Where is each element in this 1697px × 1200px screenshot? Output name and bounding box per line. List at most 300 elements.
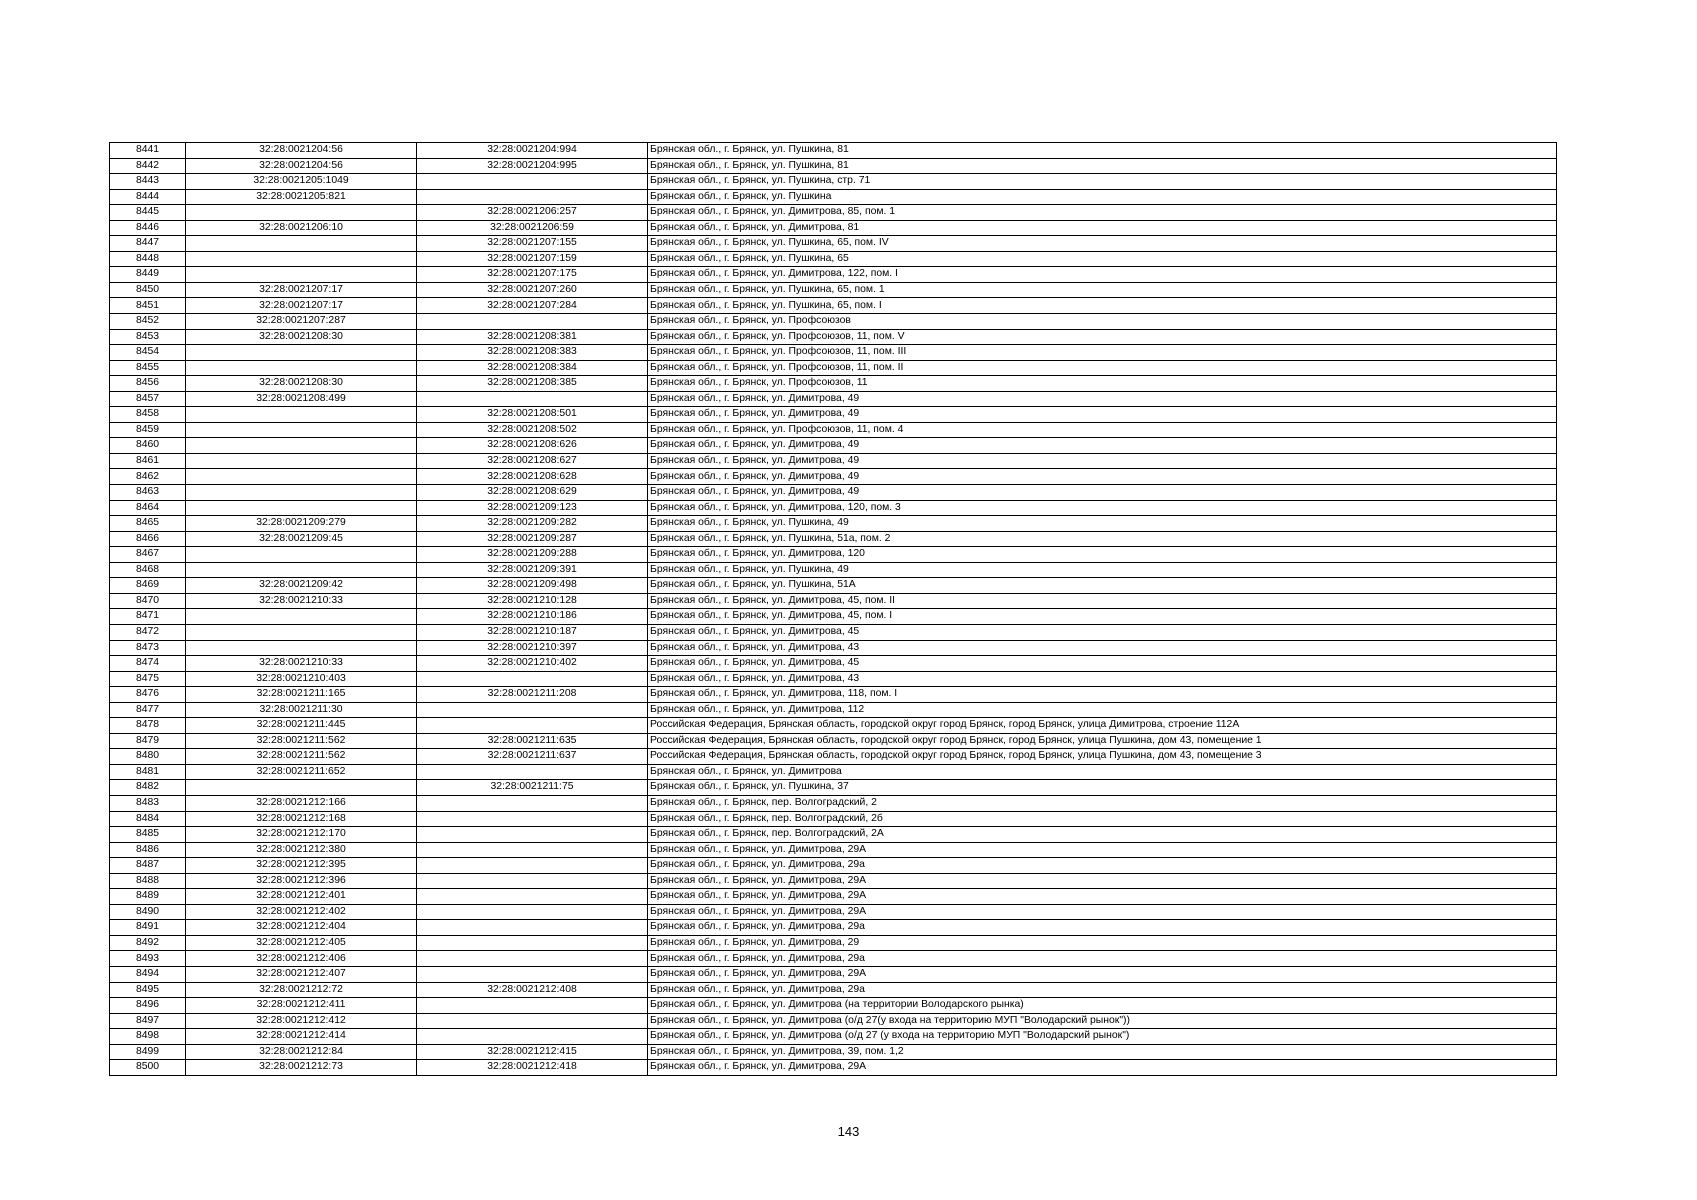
table-row [110,811,1557,827]
table-row [110,158,1557,174]
cadastral-number-cell: 32:28:0021212:402 [186,904,417,920]
object-cadastral-number-cell [417,391,648,407]
table-row [110,1029,1557,1045]
object-cadastral-number-cell [417,827,648,843]
row-number-cell: 8472 [110,624,186,640]
address-cell: Брянская обл., г. Брянск, пер. Волгоградский, 2 [648,795,1557,811]
cadastral-number-cell: 32:28:0021212:84 [186,1044,417,1060]
object-cadastral-number-cell: 32:28:0021208:628 [417,469,648,485]
table-row [110,889,1557,905]
address-cell: Брянская обл., г. Брянск, ул. Димитрова, 45, пом. II [648,593,1557,609]
object-cadastral-number-cell: 32:28:0021208:501 [417,407,648,423]
table-row [110,345,1557,361]
table-row [110,640,1557,656]
row-number-cell: 8500 [110,1060,186,1076]
row-number-cell: 8444 [110,189,186,205]
cadastral-number-cell [186,609,417,625]
table-row [110,858,1557,874]
table-row [110,780,1557,796]
row-number-cell: 8497 [110,1013,186,1029]
table-row [110,764,1557,780]
object-cadastral-number-cell: 32:28:0021208:381 [417,329,648,345]
object-cadastral-number-cell: 32:28:0021209:287 [417,531,648,547]
table-row [110,407,1557,423]
row-number-cell: 8463 [110,485,186,501]
object-cadastral-number-cell [417,1029,648,1045]
address-cell: Брянская обл., г. Брянск, ул. Димитрова, 43 [648,640,1557,656]
cadastral-number-cell: 32:28:0021212:404 [186,920,417,936]
cadastral-number-cell: 32:28:0021211:562 [186,749,417,765]
cadastral-number-cell: 32:28:0021212:396 [186,873,417,889]
row-number-cell: 8488 [110,873,186,889]
row-number-cell: 8456 [110,376,186,392]
row-number-cell: 8450 [110,282,186,298]
address-cell: Брянская обл., г. Брянск, ул. Пушкина, 51а, пом. 2 [648,531,1557,547]
address-cell: Брянская обл., г. Брянск, ул. Димитрова, 112 [648,702,1557,718]
table-row [110,562,1557,578]
cadastral-number-cell [186,251,417,267]
table-row [110,174,1557,190]
object-cadastral-number-cell: 32:28:0021209:282 [417,516,648,532]
address-cell: Брянская обл., г. Брянск, ул. Димитрова, 29 [648,935,1557,951]
cadastral-number-cell [186,407,417,423]
address-cell: Брянская обл., г. Брянск, ул. Димитрова, 29а [648,920,1557,936]
table-row [110,391,1557,407]
table-row [110,205,1557,221]
table-row [110,873,1557,889]
cadastral-number-cell: 32:28:0021211:165 [186,687,417,703]
cadastral-number-cell: 32:28:0021205:1049 [186,174,417,190]
object-cadastral-number-cell [417,671,648,687]
row-number-cell: 8483 [110,795,186,811]
cadastral-number-cell: 32:28:0021208:30 [186,329,417,345]
object-cadastral-number-cell: 32:28:0021210:187 [417,624,648,640]
row-number-cell: 8445 [110,205,186,221]
table-row [110,656,1557,672]
address-cell: Брянская обл., г. Брянск, ул. Димитрова, 29А [648,873,1557,889]
cadastral-number-cell: 32:28:0021210:33 [186,593,417,609]
object-cadastral-number-cell: 32:28:0021210:186 [417,609,648,625]
address-cell: Брянская обл., г. Брянск, ул. Димитрова, 29А [648,904,1557,920]
cadastral-number-cell: 32:28:0021211:562 [186,733,417,749]
row-number-cell: 8464 [110,500,186,516]
row-number-cell: 8468 [110,562,186,578]
row-number-cell: 8480 [110,749,186,765]
cadastral-number-cell [186,485,417,501]
object-cadastral-number-cell: 32:28:0021206:59 [417,220,648,236]
address-cell: Брянская обл., г. Брянск, ул. Димитрова, 85, пом. 1 [648,205,1557,221]
object-cadastral-number-cell: 32:28:0021212:408 [417,982,648,998]
cadastral-number-cell: 32:28:0021212:412 [186,1013,417,1029]
table-row [110,547,1557,563]
object-cadastral-number-cell [417,858,648,874]
address-cell: Брянская обл., г. Брянск, ул. Димитрова (о/д 27(у входа на территорию МУП "Володарский рынок")) [648,1013,1557,1029]
object-cadastral-number-cell: 32:28:0021207:284 [417,298,648,314]
row-number-cell: 8491 [110,920,186,936]
row-number-cell: 8490 [110,904,186,920]
object-cadastral-number-cell [417,314,648,330]
object-cadastral-number-cell [417,764,648,780]
address-cell: Брянская обл., г. Брянск, ул. Пушкина, 51А [648,578,1557,594]
cadastral-number-cell: 32:28:0021211:445 [186,718,417,734]
cadastral-number-cell [186,267,417,283]
table-row [110,920,1557,936]
object-cadastral-number-cell: 32:28:0021209:498 [417,578,648,594]
row-number-cell: 8471 [110,609,186,625]
cadastral-number-cell: 32:28:0021209:42 [186,578,417,594]
address-cell: Брянская обл., г. Брянск, ул. Димитрова, 45 [648,656,1557,672]
object-cadastral-number-cell [417,920,648,936]
cadastral-number-cell: 32:28:0021206:10 [186,220,417,236]
page-number: 143 [837,1124,860,1139]
object-cadastral-number-cell: 32:28:0021209:391 [417,562,648,578]
cadastral-number-cell: 32:28:0021212:411 [186,998,417,1014]
cadastral-number-cell [186,640,417,656]
object-cadastral-number-cell: 32:28:0021211:208 [417,687,648,703]
object-cadastral-number-cell [417,873,648,889]
row-number-cell: 8495 [110,982,186,998]
address-cell: Брянская обл., г. Брянск, ул. Димитрова, 120, пом. 3 [648,500,1557,516]
address-cell: Брянская обл., г. Брянск, ул. Димитрова, 29а [648,951,1557,967]
object-cadastral-number-cell: 32:28:0021211:635 [417,733,648,749]
address-cell: Брянская обл., г. Брянск, ул. Пушкина, 81 [648,158,1557,174]
address-cell: Брянская обл., г. Брянск, ул. Димитрова, 29А [648,842,1557,858]
table-row [110,485,1557,501]
table-row [110,935,1557,951]
cadastral-number-cell [186,438,417,454]
table-row [110,966,1557,982]
row-number-cell: 8473 [110,640,186,656]
address-cell: Брянская обл., г. Брянск, ул. Димитрова, 49 [648,438,1557,454]
address-cell: Брянская обл., г. Брянск, ул. Димитрова (о/д 27 (у входа на территорию МУП "Володарский рынок") [648,1029,1557,1045]
row-number-cell: 8492 [110,935,186,951]
row-number-cell: 8478 [110,718,186,734]
address-cell: Брянская обл., г. Брянск, ул. Димитрова [648,764,1557,780]
cadastral-number-cell: 32:28:0021212:380 [186,842,417,858]
object-cadastral-number-cell: 32:28:0021208:384 [417,360,648,376]
cadastral-number-cell: 32:28:0021209:45 [186,531,417,547]
address-cell: Брянская обл., г. Брянск, ул. Профсоюзов, 11 [648,376,1557,392]
table-row [110,360,1557,376]
address-cell: Брянская обл., г. Брянск, ул. Профсоюзов, 11, пом. V [648,329,1557,345]
row-number-cell: 8498 [110,1029,186,1045]
table-row [110,624,1557,640]
object-cadastral-number-cell [417,951,648,967]
address-cell: Российская Федерация, Брянская область, городской округ город Брянск, город Брянск, улица Димитрова, строение 112А [648,718,1557,734]
object-cadastral-number-cell: 32:28:0021204:994 [417,143,648,159]
cadastral-number-cell: 32:28:0021212:401 [186,889,417,905]
address-cell: Брянская обл., г. Брянск, ул. Димитрова, 29А [648,889,1557,905]
address-cell: Брянская обл., г. Брянск, ул. Пушкина, 65, пом. IV [648,236,1557,252]
address-cell: Брянская обл., г. Брянск, ул. Димитрова, 29А [648,966,1557,982]
object-cadastral-number-cell: 32:28:0021208:385 [417,376,648,392]
table-row [110,593,1557,609]
object-cadastral-number-cell: 32:28:0021207:175 [417,267,648,283]
row-number-cell: 8467 [110,547,186,563]
row-number-cell: 8458 [110,407,186,423]
object-cadastral-number-cell [417,998,648,1014]
address-cell: Российская Федерация, Брянская область, городской округ город Брянск, город Брянск, улица Пушкина, дом 43, помещение 1 [648,733,1557,749]
cadastral-number-cell: 32:28:0021207:17 [186,298,417,314]
table-row [110,578,1557,594]
cadastral-number-cell: 32:28:0021211:30 [186,702,417,718]
cadastral-number-cell [186,422,417,438]
table-row [110,329,1557,345]
row-number-cell: 8493 [110,951,186,967]
object-cadastral-number-cell [417,795,648,811]
address-cell: Брянская обл., г. Брянск, ул. Пушкина, 65, пом. 1 [648,282,1557,298]
row-number-cell: 8461 [110,453,186,469]
address-cell: Брянская обл., г. Брянск, ул. Профсоюзов, 11, пом. III [648,345,1557,361]
object-cadastral-number-cell: 32:28:0021209:288 [417,547,648,563]
address-cell: Брянская обл., г. Брянск, ул. Димитрова (на территории Володарского рынка) [648,998,1557,1014]
table-row [110,718,1557,734]
row-number-cell: 8449 [110,267,186,283]
object-cadastral-number-cell [417,702,648,718]
table-row [110,314,1557,330]
row-number-cell: 8479 [110,733,186,749]
cadastral-number-cell [186,469,417,485]
table-row [110,282,1557,298]
object-cadastral-number-cell: 32:28:0021210:397 [417,640,648,656]
object-cadastral-number-cell: 32:28:0021211:637 [417,749,648,765]
row-number-cell: 8481 [110,764,186,780]
row-number-cell: 8485 [110,827,186,843]
table-row [110,671,1557,687]
table-row [110,1044,1557,1060]
cadastral-number-cell [186,562,417,578]
address-cell: Брянская обл., г. Брянск, ул. Профсоюзов [648,314,1557,330]
object-cadastral-number-cell [417,811,648,827]
cadastral-number-cell: 32:28:0021208:30 [186,376,417,392]
cadastral-number-cell: 32:28:0021212:406 [186,951,417,967]
cadastral-number-cell: 32:28:0021211:652 [186,764,417,780]
table-row [110,298,1557,314]
row-number-cell: 8470 [110,593,186,609]
object-cadastral-number-cell: 32:28:0021208:383 [417,345,648,361]
address-cell: Брянская обл., г. Брянск, ул. Пушкина, 65 [648,251,1557,267]
object-cadastral-number-cell [417,174,648,190]
cadastral-number-cell [186,780,417,796]
table-row [110,220,1557,236]
object-cadastral-number-cell: 32:28:0021208:502 [417,422,648,438]
cadastral-number-cell: 32:28:0021212:407 [186,966,417,982]
object-cadastral-number-cell [417,889,648,905]
cadastral-number-cell: 32:28:0021209:279 [186,516,417,532]
row-number-cell: 8469 [110,578,186,594]
table-row [110,609,1557,625]
address-cell: Брянская обл., г. Брянск, ул. Димитрова, 122, пом. I [648,267,1557,283]
table-row [110,531,1557,547]
object-cadastral-number-cell: 32:28:0021204:995 [417,158,648,174]
row-number-cell: 8459 [110,422,186,438]
address-cell: Брянская обл., г. Брянск, ул. Профсоюзов, 11, пом. II [648,360,1557,376]
cadastral-number-cell: 32:28:0021212:72 [186,982,417,998]
row-number-cell: 8455 [110,360,186,376]
row-number-cell: 8475 [110,671,186,687]
address-cell: Брянская обл., г. Брянск, ул. Димитрова, 81 [648,220,1557,236]
address-cell: Российская Федерация, Брянская область, городской округ город Брянск, город Брянск, улица Пушкина, дом 43, помещение 3 [648,749,1557,765]
address-cell: Брянская обл., г. Брянск, ул. Димитрова, 49 [648,469,1557,485]
table-row [110,904,1557,920]
object-cadastral-number-cell [417,718,648,734]
cadastral-number-cell [186,345,417,361]
row-number-cell: 8457 [110,391,186,407]
cadastral-number-cell [186,360,417,376]
table-row [110,687,1557,703]
row-number-cell: 8462 [110,469,186,485]
row-number-cell: 8499 [110,1044,186,1060]
table-row [110,702,1557,718]
row-number-cell: 8442 [110,158,186,174]
cadastral-number-cell: 32:28:0021212:395 [186,858,417,874]
address-cell: Брянская обл., г. Брянск, ул. Пушкина [648,189,1557,205]
table-row [110,189,1557,205]
row-number-cell: 8486 [110,842,186,858]
object-cadastral-number-cell [417,842,648,858]
object-cadastral-number-cell [417,966,648,982]
address-cell: Брянская обл., г. Брянск, ул. Пушкина, 49 [648,516,1557,532]
row-number-cell: 8443 [110,174,186,190]
object-cadastral-number-cell: 32:28:0021212:415 [417,1044,648,1060]
address-cell: Брянская обл., г. Брянск, ул. Димитрова, 49 [648,407,1557,423]
row-number-cell: 8451 [110,298,186,314]
table-row [110,1013,1557,1029]
cadastral-number-cell [186,453,417,469]
address-cell: Брянская обл., г. Брянск, ул. Димитрова, 29а [648,858,1557,874]
row-number-cell: 8477 [110,702,186,718]
object-cadastral-number-cell: 32:28:0021206:257 [417,205,648,221]
address-cell: Брянская обл., г. Брянск, пер. Волгоградский, 2б [648,811,1557,827]
cadastral-number-cell: 32:28:0021212:414 [186,1029,417,1045]
cadastral-number-cell: 32:28:0021212:168 [186,811,417,827]
address-cell: Брянская обл., г. Брянск, ул. Димитрова, 118, пом. I [648,687,1557,703]
table-row [110,267,1557,283]
row-number-cell: 8476 [110,687,186,703]
registry-table-body [110,143,1557,1076]
cadastral-number-cell [186,624,417,640]
address-cell: Брянская обл., г. Брянск, ул. Димитрова, 49 [648,453,1557,469]
object-cadastral-number-cell [417,1013,648,1029]
address-cell: Брянская обл., г. Брянск, ул. Димитрова, 49 [648,485,1557,501]
object-cadastral-number-cell: 32:28:0021209:123 [417,500,648,516]
cadastral-number-cell: 32:28:0021210:403 [186,671,417,687]
cadastral-number-cell [186,500,417,516]
table-row [110,749,1557,765]
address-cell: Брянская обл., г. Брянск, ул. Пушкина, 49 [648,562,1557,578]
row-number-cell: 8482 [110,780,186,796]
address-cell: Брянская обл., г. Брянск, ул. Димитрова, 49 [648,391,1557,407]
row-number-cell: 8454 [110,345,186,361]
row-number-cell: 8487 [110,858,186,874]
table-row [110,998,1557,1014]
table-row [110,951,1557,967]
row-number-cell: 8496 [110,998,186,1014]
object-cadastral-number-cell: 32:28:0021207:260 [417,282,648,298]
cadastral-number-cell: 32:28:0021207:17 [186,282,417,298]
cadastral-number-cell: 32:28:0021212:166 [186,795,417,811]
address-cell: Брянская обл., г. Брянск, ул. Димитрова, 45, пом. I [648,609,1557,625]
table-row [110,795,1557,811]
row-number-cell: 8441 [110,143,186,159]
table-row [110,438,1557,454]
row-number-cell: 8466 [110,531,186,547]
address-cell: Брянская обл., г. Брянск, ул. Пушкина, 37 [648,780,1557,796]
object-cadastral-number-cell: 32:28:0021207:159 [417,251,648,267]
address-cell: Брянская обл., г. Брянск, пер. Волгоградский, 2А [648,827,1557,843]
table-row [110,516,1557,532]
cadastral-number-cell: 32:28:0021212:405 [186,935,417,951]
table-row [110,827,1557,843]
cadastral-number-cell [186,236,417,252]
object-cadastral-number-cell: 32:28:0021208:629 [417,485,648,501]
registry-table [109,142,1557,1076]
table-row [110,453,1557,469]
table-row [110,251,1557,267]
table-row [110,422,1557,438]
object-cadastral-number-cell: 32:28:0021208:626 [417,438,648,454]
table-row [110,500,1557,516]
object-cadastral-number-cell [417,189,648,205]
row-number-cell: 8453 [110,329,186,345]
address-cell: Брянская обл., г. Брянск, ул. Димитрова, 45 [648,624,1557,640]
object-cadastral-number-cell [417,935,648,951]
object-cadastral-number-cell: 32:28:0021210:402 [417,656,648,672]
row-number-cell: 8465 [110,516,186,532]
row-number-cell: 8494 [110,966,186,982]
cadastral-number-cell [186,547,417,563]
address-cell: Брянская обл., г. Брянск, ул. Димитрова, 29А [648,1060,1557,1076]
row-number-cell: 8474 [110,656,186,672]
cadastral-number-cell: 32:28:0021207:287 [186,314,417,330]
object-cadastral-number-cell [417,904,648,920]
row-number-cell: 8484 [110,811,186,827]
table-row [110,982,1557,998]
table-row [110,733,1557,749]
cadastral-number-cell: 32:28:0021204:56 [186,158,417,174]
address-cell: Брянская обл., г. Брянск, ул. Димитрова, 29а [648,982,1557,998]
cadastral-number-cell: 32:28:0021204:56 [186,143,417,159]
object-cadastral-number-cell: 32:28:0021212:418 [417,1060,648,1076]
address-cell: Брянская обл., г. Брянск, ул. Димитрова, 39, пом. 1,2 [648,1044,1557,1060]
object-cadastral-number-cell: 32:28:0021208:627 [417,453,648,469]
cadastral-number-cell [186,205,417,221]
row-number-cell: 8448 [110,251,186,267]
table-row [110,143,1557,159]
address-cell: Брянская обл., г. Брянск, ул. Димитрова, 43 [648,671,1557,687]
row-number-cell: 8460 [110,438,186,454]
cadastral-number-cell: 32:28:0021208:499 [186,391,417,407]
cadastral-number-cell: 32:28:0021212:170 [186,827,417,843]
object-cadastral-number-cell: 32:28:0021210:128 [417,593,648,609]
cadastral-number-cell: 32:28:0021212:73 [186,1060,417,1076]
address-cell: Брянская обл., г. Брянск, ул. Димитрова, 120 [648,547,1557,563]
address-cell: Брянская обл., г. Брянск, ул. Профсоюзов, 11, пом. 4 [648,422,1557,438]
cadastral-number-cell: 32:28:0021205:821 [186,189,417,205]
object-cadastral-number-cell: 32:28:0021211:75 [417,780,648,796]
row-number-cell: 8489 [110,889,186,905]
table-row [110,842,1557,858]
object-cadastral-number-cell: 32:28:0021207:155 [417,236,648,252]
cadastral-number-cell: 32:28:0021210:33 [186,656,417,672]
row-number-cell: 8452 [110,314,186,330]
table-row [110,236,1557,252]
address-cell: Брянская обл., г. Брянск, ул. Пушкина, 65, пом. I [648,298,1557,314]
address-cell: Брянская обл., г. Брянск, ул. Пушкина, стр. 71 [648,174,1557,190]
row-number-cell: 8446 [110,220,186,236]
table-row [110,376,1557,392]
table-row [110,1060,1557,1076]
